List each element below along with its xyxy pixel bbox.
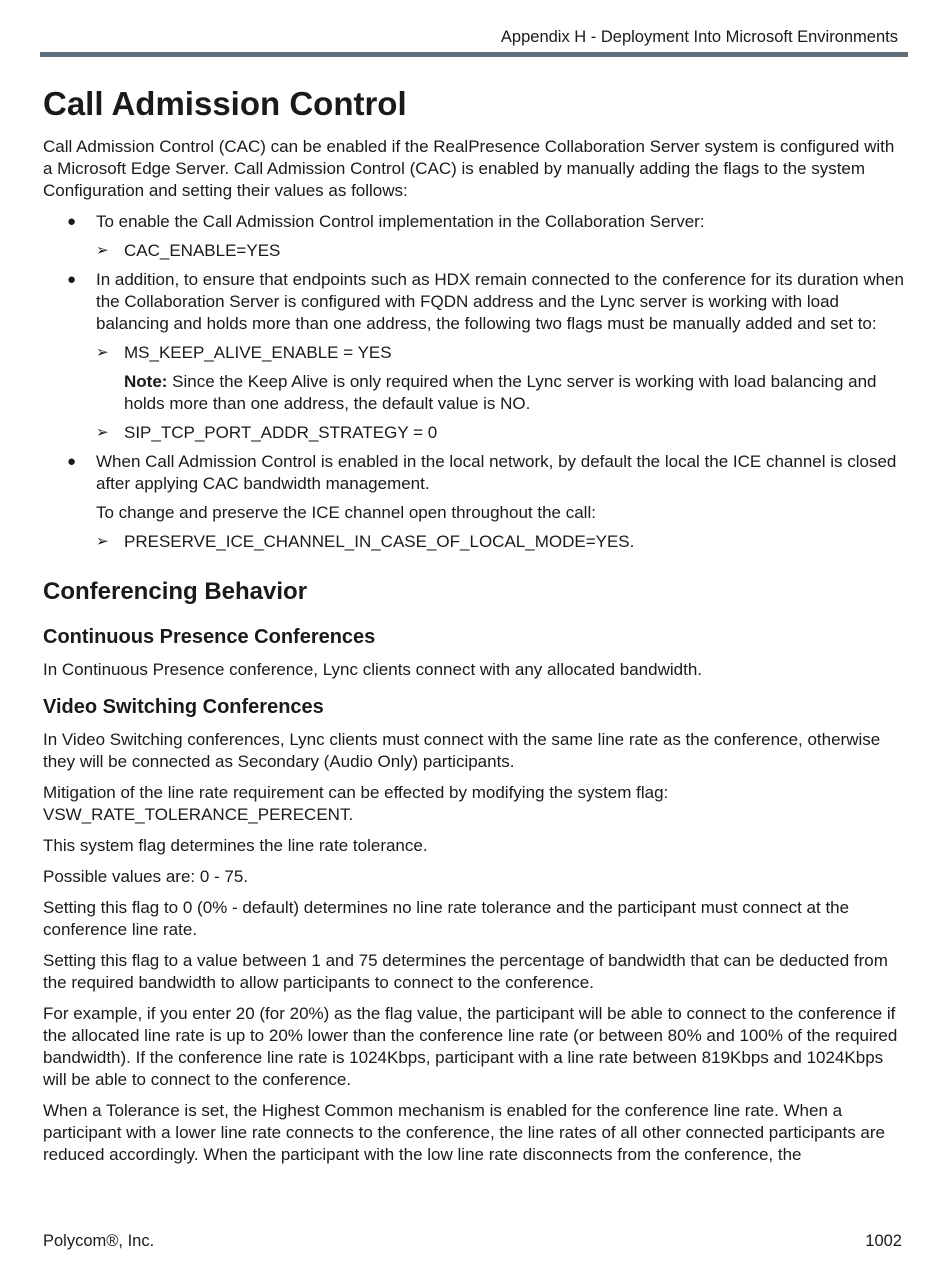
bullet-text: To enable the Call Admission Control implementation in the Collaboration Server: [96, 212, 705, 231]
section-title-cac: Call Admission Control [43, 85, 407, 122]
header-rule [40, 52, 908, 57]
cac-intro: Call Admission Control (CAC) can be enabled if the RealPresence Collaboration Server system is configured with a Microsoft Edge Server. Call Admission Control (CAC) is enabled by manually adding the flags to the system Configuration and setting their values as follows: [43, 137, 895, 200]
vsw-paragraph: Possible values are: 0 - 75. [43, 867, 249, 886]
arrow-bullet-icon: ➢ [96, 424, 109, 441]
vsw-paragraph: Setting this flag to a value between 1 and 75 determines the percentage of bandwidth that can be deducted from the required bandwidth to allow participants to connect to the conference. [43, 951, 888, 992]
arrow-bullet-icon: ➢ [96, 533, 109, 550]
sub-bullet-item [43, 531, 905, 553]
vsw-paragraph: Setting this flag to 0 (0% - default) determines no line rate tolerance and the participant must connect at the conference line rate. [43, 898, 850, 939]
bullet-dot-icon: ● [67, 213, 77, 230]
bullet-text: In addition, to ensure that endpoints such as HDX remain connected to the conference for its duration when the Collaboration Server is configured with FQDN address and the Lync server is working with load balancing and holds more than one address, the following two flags must be manually added and set to: [96, 270, 904, 333]
arrow-bullet-icon: ➢ [96, 344, 109, 361]
subsection-title-cp: Continuous Presence Conferences [43, 626, 376, 648]
vsw-paragraph: This system flag determines the line rate tolerance. [43, 836, 428, 855]
note-paragraph [43, 371, 905, 415]
sub-bullet-text: CAC_ENABLE=YES [124, 241, 281, 260]
vsw-paragraph: When a Tolerance is set, the Highest Common mechanism is enabled for the conference line rate. When a participant with a lower line rate connects to the conference, the line rates of all other connected participants are reduced accordingly. When the participant with the low line rate disconnects from the conference, the [43, 1101, 885, 1164]
bullet-paragraph: To change and preserve the ICE channel open throughout the call: [96, 503, 596, 522]
running-header: Appendix H - Deployment Into Microsoft Environments [500, 28, 898, 46]
vsw-paragraph: For example, if you enter 20 (for 20%) as the flag value, the participant will be able to connect to the conference if the allocated line rate is up to 20% lower than the conference line rate (or between 80% and 100% of the required bandwidth). If the conference line rate is 1024Kbps, participant with a line rate between 819Kbps and 1024Kbps will be able to connect to the conference. [43, 1004, 898, 1089]
bullet-item [43, 451, 905, 495]
note-text: Since the Keep Alive is only required when the Lync server is working with load balancing and holds more than one address, the default value is NO. [124, 372, 877, 413]
bullet-item [43, 211, 905, 233]
vsw-paragraph: Mitigation of the line rate requirement can be effected by modifying the system flag: VSW_RATE_TOLERANCE_PERECENT. [43, 783, 669, 824]
vsw-paragraph: In Video Switching conferences, Lync clients must connect with the same line rate as the conference, otherwise they will be connected as Secondary (Audio Only) participants. [43, 730, 881, 771]
note-label: Note: [124, 372, 168, 391]
bullet-dot-icon: ● [67, 271, 77, 288]
footer-company: Polycom®, Inc. [43, 1232, 155, 1250]
section-title-conferencing: Conferencing Behavior [43, 578, 308, 605]
sub-bullet-text: MS_KEEP_ALIVE_ENABLE = YES [124, 343, 392, 362]
page-content [43, 84, 905, 1175]
sub-bullet-item [43, 422, 905, 444]
cp-paragraph: In Continuous Presence conference, Lync clients connect with any allocated bandwidth. [43, 660, 702, 679]
subsection-title-vsw: Video Switching Conferences [43, 696, 324, 718]
sub-bullet-text: SIP_TCP_PORT_ADDR_STRATEGY = 0 [124, 423, 438, 442]
arrow-bullet-icon: ➢ [96, 242, 109, 259]
sub-bullet-item [43, 342, 905, 364]
sub-bullet-text: PRESERVE_ICE_CHANNEL_IN_CASE_OF_LOCAL_MODE=YES. [124, 532, 635, 551]
footer-page-number: 1002 [865, 1232, 902, 1250]
bullet-item [43, 269, 905, 335]
bullet-dot-icon: ● [67, 453, 77, 470]
bullet-text: When Call Admission Control is enabled in the local network, by default the local the ICE channel is closed after applying CAC bandwidth management. [96, 452, 897, 493]
sub-bullet-item [43, 240, 905, 262]
